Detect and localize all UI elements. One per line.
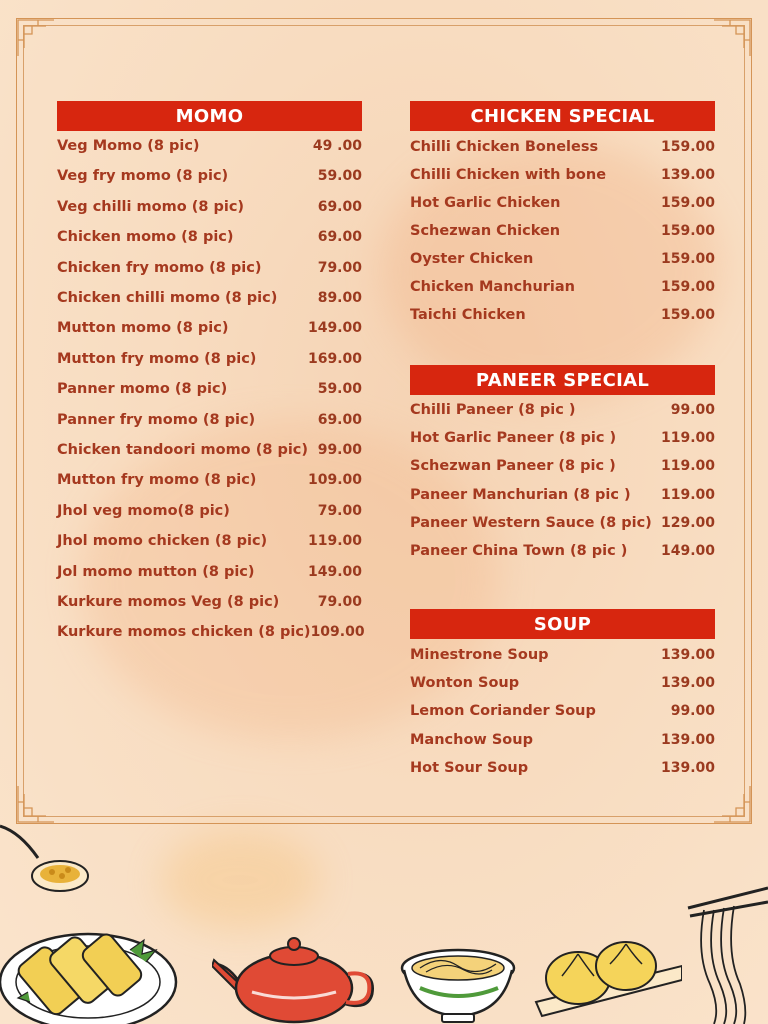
- corner-ornament-icon: [712, 784, 752, 824]
- menu-item-name: Hot Garlic Paneer (8 pic ): [410, 430, 617, 447]
- section-header-paneer-special: PANEER SPECIAL: [410, 365, 715, 395]
- menu-item-name: Mutton fry momo (8 pic): [57, 350, 257, 367]
- menu-item-name: Veg chilli momo (8 pic): [57, 198, 245, 215]
- menu-item-price: 159.00: [660, 251, 715, 267]
- spring-rolls-icon: [0, 910, 180, 1024]
- menu-item-price: 59.00: [317, 381, 362, 398]
- menu-item-name: Lemon Coriander Soup: [410, 703, 596, 720]
- menu-item-price: 99.00: [670, 402, 715, 418]
- corner-ornament-icon: [16, 18, 56, 58]
- menu-item-price: 149.00: [660, 543, 715, 559]
- menu-item: [410, 543, 715, 559]
- menu-item: [57, 503, 362, 519]
- menu-item-name: Chicken chilli momo (8 pic): [57, 290, 278, 306]
- menu-item: [57, 199, 362, 215]
- menu-item-price: 139.00: [660, 675, 715, 692]
- menu-item-price: 159.00: [660, 223, 715, 239]
- menu-item-price: 119.00: [660, 486, 715, 503]
- menu-item-name: Chilli Paneer (8 pic ): [410, 402, 576, 418]
- teapot-icon: [212, 930, 378, 1024]
- menu-item-price: 99.00: [670, 703, 715, 720]
- menu-item-name: Chicken tandoori momo (8 pic): [57, 442, 309, 458]
- menu-item-name: Jol momo mutton (8 pic): [57, 563, 255, 580]
- menu-item-name: Mutton fry momo (8 pic): [57, 472, 257, 489]
- menu-item-price: 109.00: [307, 472, 362, 489]
- menu-item: [57, 624, 365, 641]
- menu-item-price: 149.00: [307, 320, 362, 337]
- menu-item-name: Manchow Soup: [410, 731, 533, 748]
- menu-item: [57, 260, 362, 276]
- menu-item: [57, 442, 362, 458]
- menu-item: [410, 647, 715, 663]
- menu-item-price: 169.00: [307, 350, 362, 367]
- menu-item: [57, 229, 362, 245]
- menu-item-name: Hot Garlic Chicken: [410, 195, 561, 211]
- menu-item-name: Oyster Chicken: [410, 251, 534, 267]
- menu-item-name: Chicken fry momo (8 pic): [57, 259, 262, 276]
- menu-item-price: 139.00: [660, 759, 715, 776]
- menu-item: [57, 412, 362, 428]
- menu-item-name: Paneer China Town (8 pic ): [410, 543, 628, 559]
- menu-item: [410, 251, 715, 267]
- section-header-soup: SOUP: [410, 609, 715, 639]
- menu-item: [410, 279, 715, 295]
- menu-item-name: Paneer Western Sauce (8 pic): [410, 514, 652, 531]
- menu-item-price: 79.00: [317, 502, 362, 519]
- menu-item-price: 139.00: [660, 731, 715, 748]
- menu-item: [57, 320, 362, 336]
- menu-item-price: 129.00: [660, 514, 715, 531]
- menu-item-price: 119.00: [307, 533, 362, 550]
- menu-item: [57, 564, 362, 580]
- menu-item-price: 69.00: [317, 411, 362, 428]
- menu-item-price: 159.00: [660, 279, 715, 295]
- menu-item-price: 69.00: [317, 229, 362, 246]
- menu-item-name: Chicken momo (8 pic): [57, 229, 234, 246]
- menu-item-price: 139.00: [660, 647, 715, 663]
- menu-item-price: 139.00: [660, 167, 715, 183]
- menu-item-price: 89.00: [317, 290, 362, 306]
- chopsticks-noodles-icon: [684, 884, 768, 1024]
- menu-item: [57, 351, 362, 367]
- menu-item: [410, 307, 715, 323]
- menu-item: [57, 472, 362, 488]
- menu-item-name: Jhol momo chicken (8 pic): [57, 533, 268, 550]
- menu-item-name: Chilli Chicken with bone: [410, 167, 607, 183]
- menu-item-price: 149.00: [307, 563, 362, 580]
- menu-item: [410, 195, 715, 211]
- menu-item: [57, 168, 362, 184]
- menu-item-name: Chilli Chicken Boneless: [410, 139, 599, 155]
- menu-item-name: Veg Momo (8 pic): [57, 138, 200, 154]
- menu-item: [57, 290, 362, 306]
- menu-item-name: Veg fry momo (8 pic): [57, 168, 229, 185]
- dumplings-icon: [532, 936, 682, 1024]
- menu-item-price: 159.00: [660, 307, 715, 323]
- menu-item: [410, 402, 715, 418]
- menu-item: [410, 458, 715, 474]
- menu-item: [410, 732, 715, 748]
- menu-item-price: 109.00: [310, 624, 365, 641]
- menu-item: [410, 515, 715, 531]
- menu-item: [410, 139, 715, 155]
- menu-item-name: Schezwan Paneer (8 pic ): [410, 458, 616, 475]
- menu-item-name: Kurkure momos Veg (8 pic): [57, 594, 280, 610]
- menu-item-name: Mutton momo (8 pic): [57, 320, 229, 337]
- menu-item-price: 119.00: [660, 430, 715, 447]
- menu-item-price: 99.00: [317, 442, 362, 458]
- menu-item-price: 79.00: [317, 259, 362, 276]
- menu-item: [57, 594, 362, 610]
- menu-item-name: Schezwan Chicken: [410, 223, 561, 239]
- menu-item: [57, 138, 362, 154]
- menu-item-name: Taichi Chicken: [410, 307, 526, 323]
- menu-item: [410, 487, 715, 503]
- menu-item: [410, 167, 715, 183]
- menu-item-name: Wonton Soup: [410, 675, 520, 692]
- menu-item-price: 159.00: [660, 139, 715, 155]
- menu-item: [410, 703, 715, 719]
- menu-item-price: 119.00: [660, 458, 715, 475]
- menu-item-name: Chicken Manchurian: [410, 279, 575, 295]
- menu-item-name: Jhol veg momo(8 pic): [57, 502, 230, 519]
- menu-item: [410, 223, 715, 239]
- menu-item-price: 69.00: [317, 198, 362, 215]
- menu-item-name: Kurkure momos chicken (8 pic): [57, 624, 311, 641]
- menu-item-price: 79.00: [317, 594, 362, 610]
- menu-item: [410, 760, 715, 776]
- menu-item-name: Paneer Manchurian (8 pic ): [410, 486, 631, 503]
- section-header-momo: MOMO: [57, 101, 362, 131]
- background-blob: [160, 830, 320, 930]
- menu-item-name: Hot Sour Soup: [410, 759, 529, 776]
- menu-item-name: Panner momo (8 pic): [57, 381, 228, 398]
- menu-item: [410, 675, 715, 691]
- corner-ornament-icon: [712, 18, 752, 58]
- menu-item: [57, 381, 362, 397]
- noodle-bowl-icon: [400, 940, 518, 1024]
- spoon-icon: [0, 818, 95, 898]
- menu-item-price: 59.00: [317, 168, 362, 185]
- menu-item-price: 159.00: [660, 195, 715, 211]
- menu-item-price: 49 .00: [312, 138, 362, 154]
- menu-item-name: Panner fry momo (8 pic): [57, 411, 256, 428]
- menu-item: [410, 430, 715, 446]
- menu-item: [57, 533, 362, 549]
- menu-item-name: Minestrone Soup: [410, 647, 549, 663]
- section-header-chicken-special: CHICKEN SPECIAL: [410, 101, 715, 131]
